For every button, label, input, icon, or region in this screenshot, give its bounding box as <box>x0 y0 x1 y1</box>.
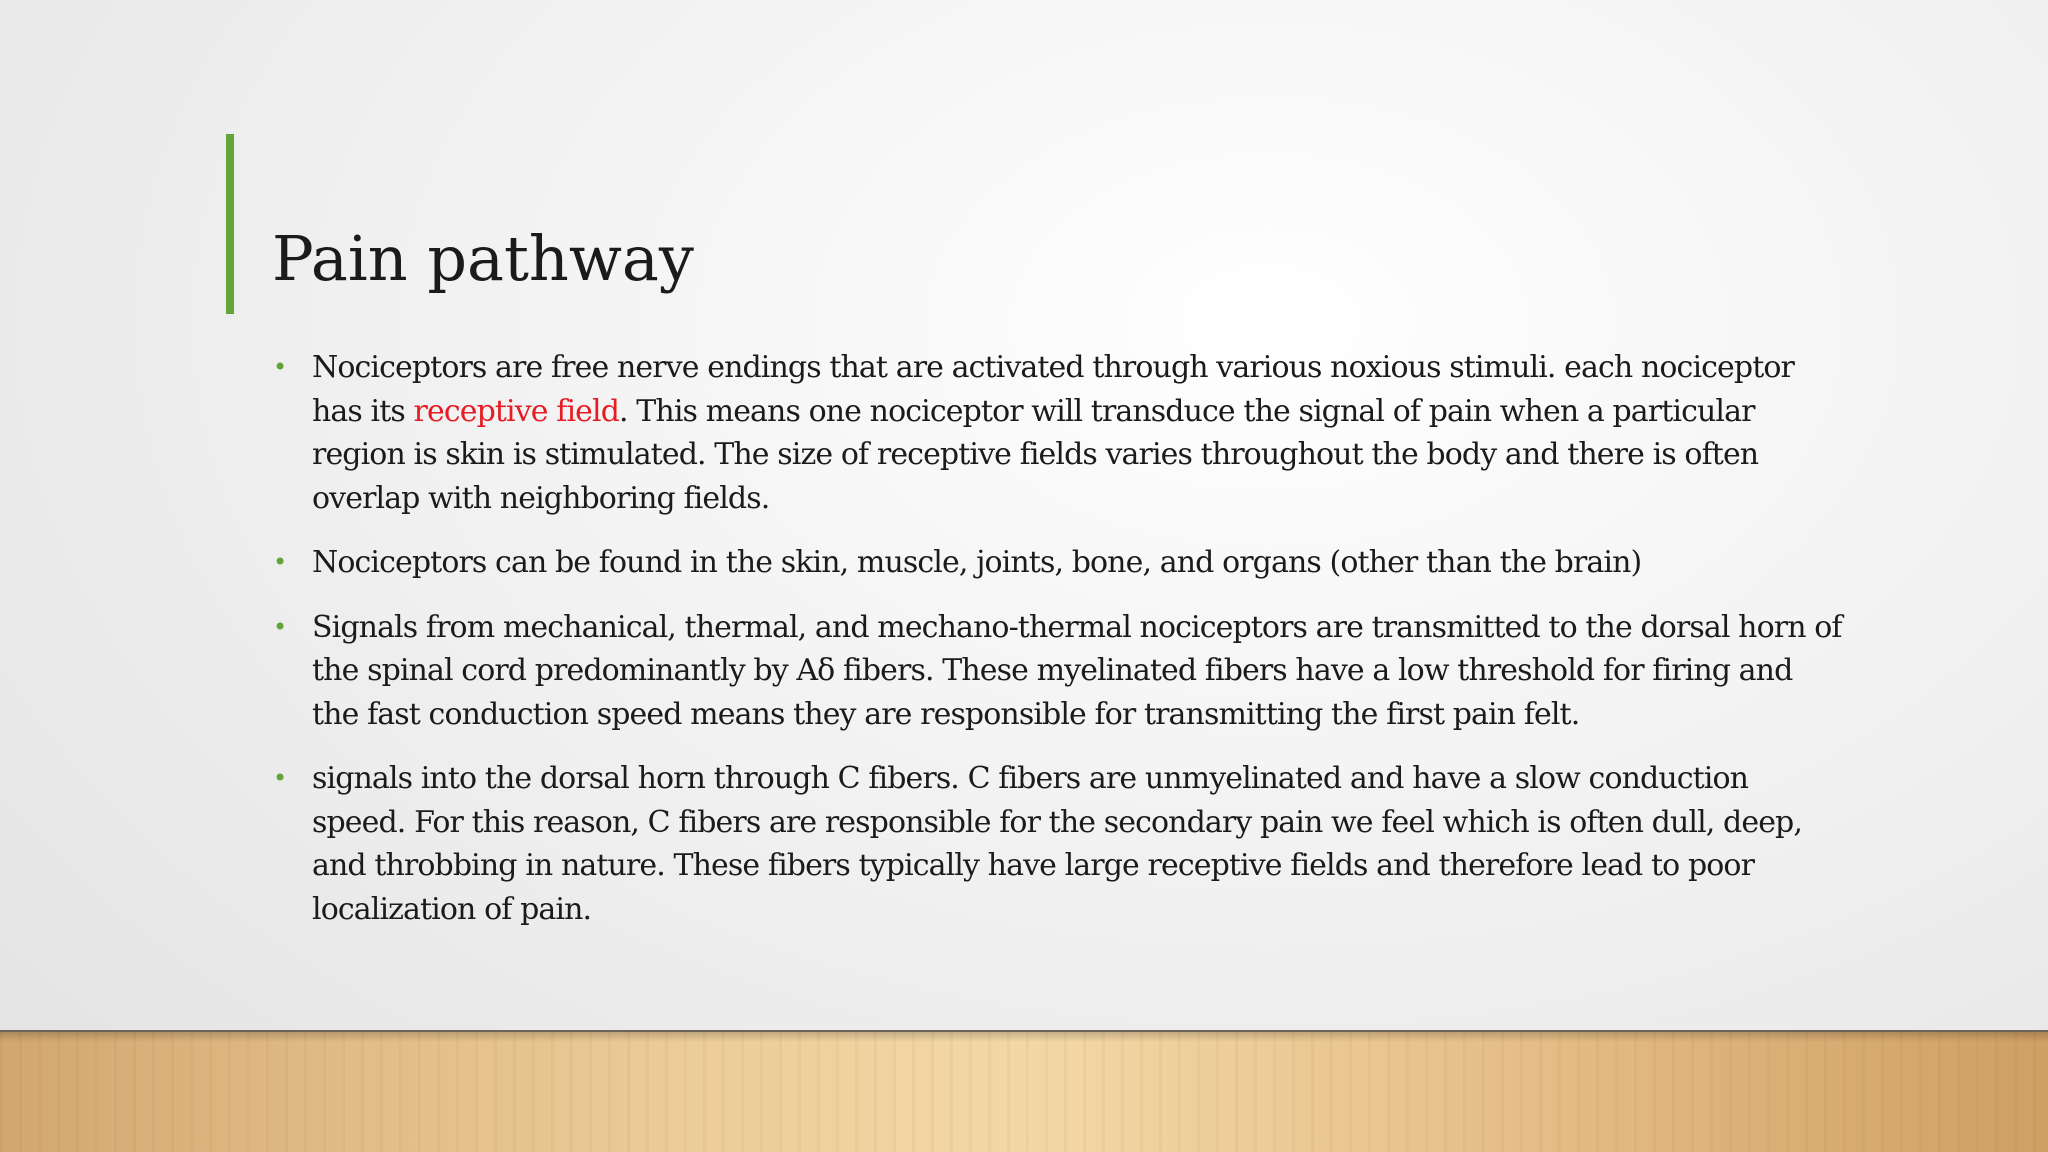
bullet-dot-icon: • <box>273 764 288 792</box>
bullet-text: Signals from mechanical, thermal, and mechano-thermal nociceptors are transmitted to the dorsal horn of the spinal cord predominantly by Aδ fibers. These myelinated fibers have a low threshold for firing and the fast conduction speed means they are responsible for transmitting the first pain felt. <box>312 609 1842 732</box>
bullet-dot-icon: • <box>273 612 288 641</box>
bullet-text: signals into the dorsal horn through C fibers. C fibers are unmyelinated and have a slow conduction speed. For this reason, C fibers are responsible for the secondary pain we feel which is often dull, deep, and throbbing in nature. These fibers typically have large receptive fields and therefore lead to poor localization of pain. <box>312 761 1802 927</box>
bullet-text-start: Nociceptors are free nerve endings that are activated through various noxious stimuli. each nociceptor has its <box>312 350 1794 429</box>
bullet-text-end: . This means one nociceptor will transduce the signal of pain when a particular region is skin is stimulated. The size of receptive fields varies throughout the body and there is often overlap with neighboring fields. <box>312 393 1759 516</box>
bullet-dot-icon: • <box>273 353 288 381</box>
slide-title: Pain pathway <box>272 222 694 295</box>
bullet-dot-icon: • <box>273 548 288 576</box>
bullet-list <box>272 346 1847 952</box>
bullet-item-a-delta-fibers <box>272 606 1847 737</box>
bullet-item-locations <box>272 541 1847 585</box>
title-accent-bar <box>226 134 234 314</box>
wood-floor-band <box>0 1030 2048 1152</box>
bullet-item-receptive-field <box>272 346 1847 520</box>
highlighted-term: receptive field <box>413 393 620 429</box>
bullet-item-c-fibers <box>272 757 1847 931</box>
bullet-text: Nociceptors can be found in the skin, muscle, joints, bone, and organs (other than the brain) <box>312 545 1642 580</box>
